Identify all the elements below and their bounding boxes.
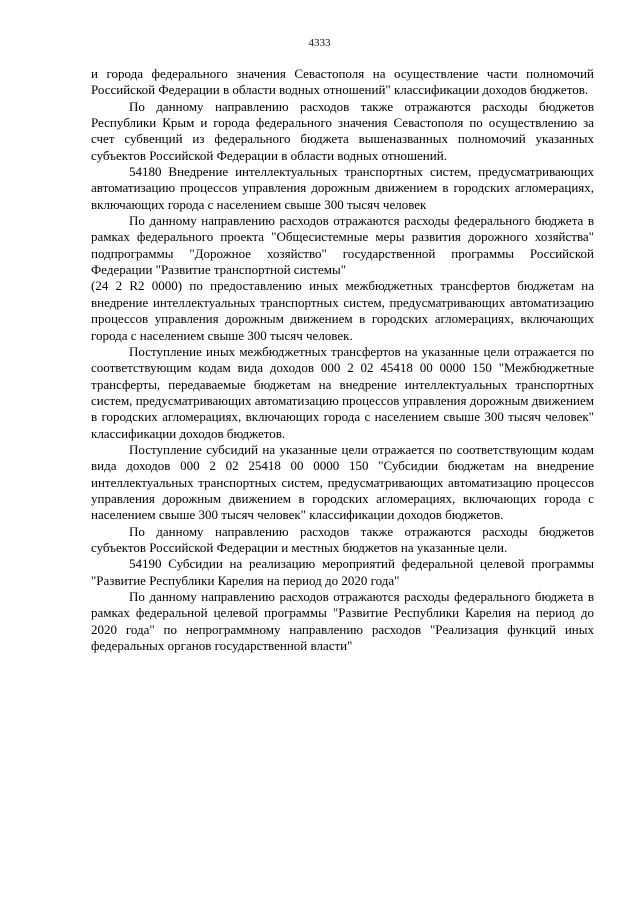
- paragraph-heading-54180: 54180 Внедрение интеллектуальных транспортных систем, предусматривающих автоматизацию процессов управления дорожным движением в городских агломерациях, включающих города с населением свыше 300 тысяч человек: [91, 164, 594, 212]
- paragraph: Поступление иных межбюджетных трансфертов на указанные цели отражается по соответствующим кодам вида доходов 000 2 02 45418 00 0000 150 "Межбюджетные трансферты, передаваемые бюджетам на внедрение интеллектуальных транспортных систем, предусматривающих автоматизацию процессов управления дорожным движением в городских агломерациях, включающих города с населением свыше 300 тысяч человек" классификации доходов бюджетов.: [91, 343, 594, 441]
- paragraph: По данному направлению расходов также отражаются расходы бюджетов субъектов Российской Федерации и местных бюджетов на указанные цели.: [91, 523, 594, 555]
- paragraph-continuation: и города федерального значения Севастополя на осуществление части полномочий Российской Федерации в области водных отношений" классификации доходов бюджетов.: [91, 66, 594, 98]
- paragraph-heading-54190: 54190 Субсидии на реализацию мероприятий федеральной целевой программы "Развитие Республики Карелия на период до 2020 года": [91, 556, 594, 588]
- page-number: 4333: [308, 37, 331, 49]
- paragraph: По данному направлению расходов также отражаются расходы бюджетов Республики Крым и города федерального значения Севастополя по осуществлению за счет субвенций из федерального бюджета вышеназванных полномочий указанных субъектов Российской Федерации в области водных отношений.: [91, 98, 594, 163]
- paragraph: Поступление субсидий на указанные цели отражается по соответствующим кодам вида доходов 000 2 02 25418 00 0000 150 "Субсидии бюджетам на внедрение интеллектуальных транспортных систем, предусматривающих автоматизацию процессов управления дорожным движением в городских агломерациях, включающих города с населением свыше 300 тысяч человек" классификации доходов бюджетов.: [91, 441, 594, 523]
- document-body: [91, 66, 594, 654]
- paragraph-code: (24 2 R2 0000) по предоставлению иных межбюджетных трансфертов бюджетам на внедрение интеллектуальных транспортных систем, предусматривающих автоматизацию процессов управления дорожным движением в городских агломерациях, включающих города с населением свыше 300 тысяч человек.: [91, 278, 594, 343]
- paragraph: По данному направлению расходов отражаются расходы федерального бюджета в рамках федерального проекта "Общесистемные меры развития дорожного хозяйства" подпрограммы "Дорожное хозяйство" государственной программы Российской Федерации "Развитие транспортной системы": [91, 213, 594, 278]
- paragraph: По данному направлению расходов отражаются расходы федерального бюджета в рамках федеральной целевой программы "Развитие Республики Карелия на период до 2020 года" по непрограммному направлению расходов "Реализация функций иных федеральных органов государственной власти": [91, 589, 594, 654]
